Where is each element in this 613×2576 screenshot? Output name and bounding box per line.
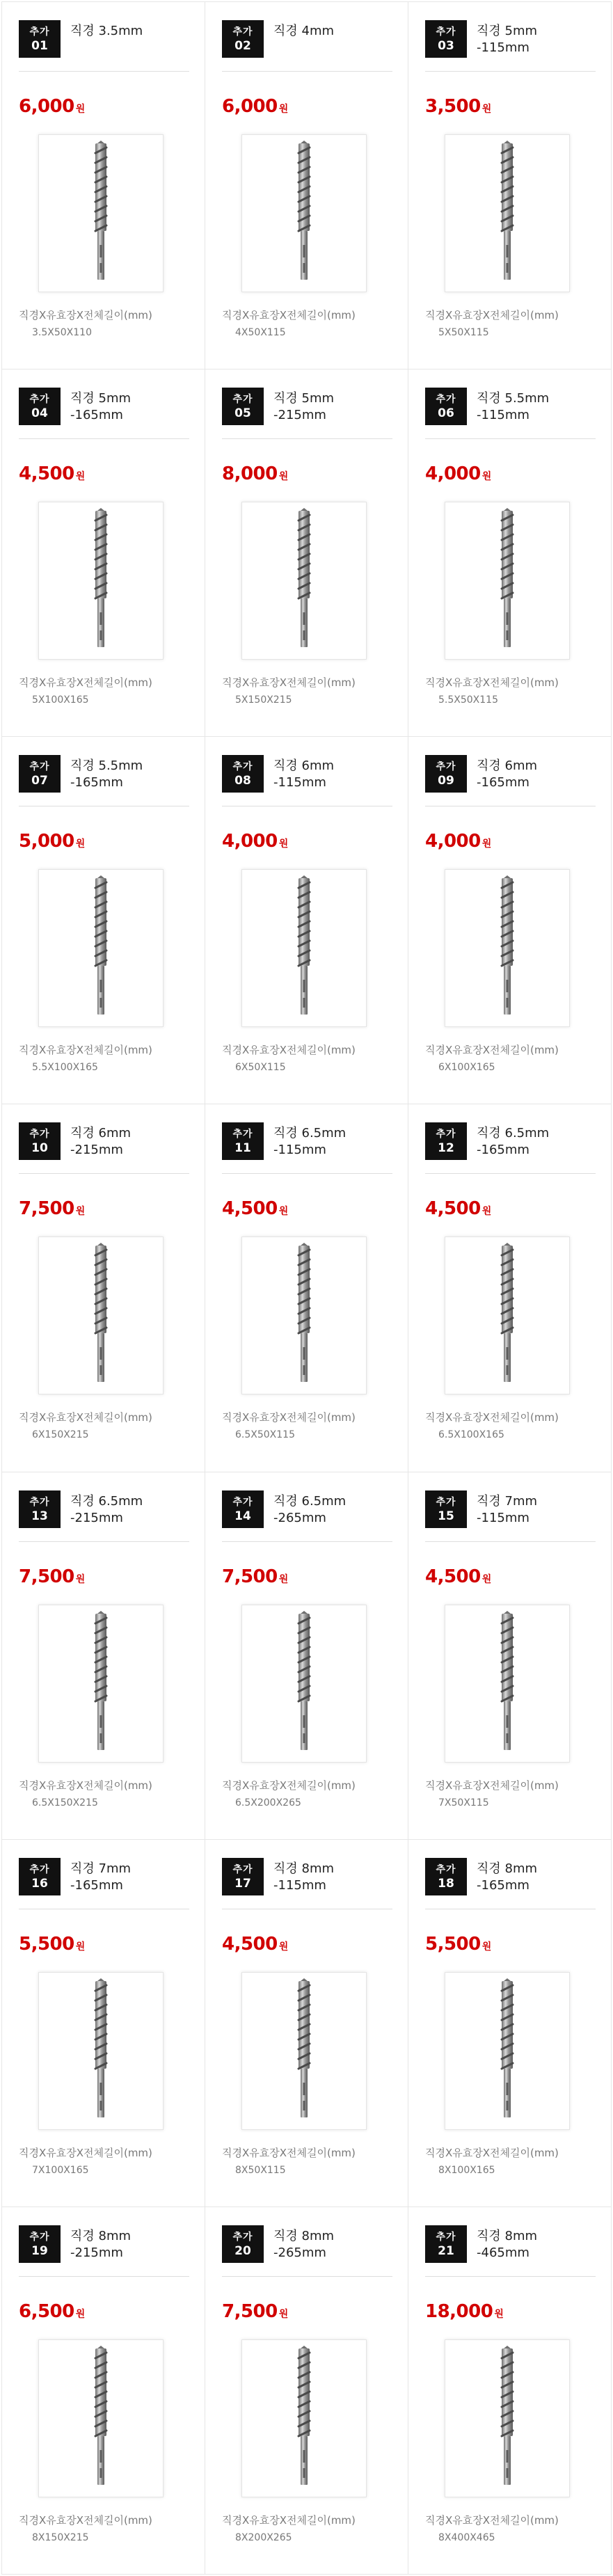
drill-bit-icon <box>445 1973 569 2129</box>
item-title: 직경 7mm -165mm <box>70 1861 132 1893</box>
item-title: 직경 6.5mm -215mm <box>70 1493 143 1525</box>
product-card[interactable] <box>2 1104 205 1472</box>
divider <box>19 2276 189 2277</box>
badge-prefix: 추가 <box>232 1129 253 1140</box>
spec-value: 5X50X115 <box>438 327 489 338</box>
divider <box>222 1541 392 1542</box>
item-badge <box>222 20 264 58</box>
divider <box>19 1541 189 1542</box>
item-price <box>222 2300 288 2325</box>
currency-unit: 원 <box>75 1206 85 1218</box>
spec-value: 6X100X165 <box>438 1062 495 1074</box>
product-card[interactable] <box>205 1104 408 1472</box>
item-title: 직경 4mm <box>273 24 335 38</box>
drill-bit-icon <box>39 502 163 659</box>
currency-unit: 원 <box>481 1206 491 1218</box>
badge-number: 21 <box>438 2243 454 2258</box>
price-value: 4,000 <box>425 463 481 485</box>
product-card[interactable] <box>205 369 408 737</box>
item-price <box>19 1198 85 1223</box>
badge-number: 18 <box>438 1876 454 1891</box>
item-price <box>19 463 85 488</box>
badge-prefix: 추가 <box>436 26 456 38</box>
spec-value: 5X100X165 <box>32 694 89 706</box>
item-badge <box>425 2225 467 2263</box>
product-card[interactable] <box>408 369 612 737</box>
price-value: 4,000 <box>222 831 278 852</box>
divider <box>19 71 189 72</box>
drill-bit-icon <box>242 2340 366 2497</box>
spec-value: 8X400X465 <box>438 2531 495 2543</box>
drill-bit-icon <box>445 870 569 1026</box>
price-value: 6,500 <box>19 2300 74 2322</box>
item-price <box>425 95 491 120</box>
badge-prefix: 추가 <box>232 394 253 406</box>
spec-value: 3.5X50X110 <box>32 327 92 338</box>
spec-label: 직경X유효장X전체길이(mm) <box>19 309 152 321</box>
drill-bit-image[interactable] <box>38 869 164 1027</box>
item-price <box>222 830 288 855</box>
price-value: 5,500 <box>19 1933 74 1955</box>
divider <box>425 1173 596 1174</box>
badge-number: 14 <box>234 1509 251 1523</box>
item-title: 직경 6mm -115mm <box>273 758 335 790</box>
badge-prefix: 추가 <box>29 1496 50 1508</box>
product-card[interactable] <box>2 369 205 737</box>
badge-number: 04 <box>31 406 48 421</box>
currency-unit: 원 <box>75 2308 85 2320</box>
currency-unit: 원 <box>75 838 85 850</box>
product-grid <box>1 1 612 2575</box>
item-title: 직경 5mm -215mm <box>273 391 335 423</box>
badge-number: 09 <box>438 774 454 788</box>
currency-unit: 원 <box>75 1573 85 1585</box>
badge-number: 16 <box>31 1876 48 1891</box>
price-value: 5,500 <box>425 1933 481 1955</box>
currency-unit: 원 <box>481 471 491 483</box>
badge-prefix: 추가 <box>436 394 456 406</box>
divider <box>222 2276 392 2277</box>
badge-prefix: 추가 <box>29 2231 50 2243</box>
product-card[interactable] <box>408 1104 612 1472</box>
drill-bit-image[interactable] <box>445 1605 570 1763</box>
currency-unit: 원 <box>278 471 288 483</box>
item-title: 직경 3.5mm <box>70 24 143 38</box>
spec-label: 직경X유효장X전체길이(mm) <box>222 2513 356 2527</box>
spec-label: 직경X유효장X전체길이(mm) <box>425 309 559 321</box>
badge-number: 01 <box>31 39 48 53</box>
spec-value: 5.5X100X165 <box>32 1062 98 1074</box>
spec-value: 7X100X165 <box>32 2164 89 2176</box>
spec-label: 직경X유효장X전체길이(mm) <box>425 1411 559 1424</box>
drill-bit-icon <box>445 2340 569 2497</box>
item-price <box>19 95 85 120</box>
item-badge <box>222 1858 264 1895</box>
item-title: 직경 6.5mm -115mm <box>273 1126 347 1158</box>
price-value: 7,500 <box>222 1566 278 1587</box>
price-value: 7,500 <box>19 1198 74 1220</box>
badge-number: 02 <box>234 39 251 53</box>
spec-label: 직경X유효장X전체길이(mm) <box>19 2146 152 2159</box>
badge-prefix: 추가 <box>232 1863 253 1875</box>
item-price <box>19 830 85 855</box>
price-value: 4,500 <box>19 463 74 485</box>
spec-label: 직경X유효장X전체길이(mm) <box>19 1411 152 1424</box>
drill-bit-icon <box>39 1237 163 1394</box>
product-card[interactable] <box>408 1840 612 2207</box>
spec-label: 직경X유효장X전체길이(mm) <box>222 1779 356 1792</box>
badge-prefix: 추가 <box>232 761 253 773</box>
currency-unit: 원 <box>75 104 85 115</box>
currency-unit: 원 <box>75 471 85 483</box>
badge-prefix: 추가 <box>436 2231 456 2243</box>
product-card[interactable] <box>205 1840 408 2207</box>
badge-prefix: 추가 <box>436 1863 456 1875</box>
badge-number: 10 <box>31 1141 48 1156</box>
spec-value: 5.5X50X115 <box>438 694 498 706</box>
item-badge <box>19 1490 61 1528</box>
currency-unit: 원 <box>278 2308 288 2320</box>
price-value: 6,000 <box>222 96 278 117</box>
drill-bit-icon <box>242 1237 366 1394</box>
drill-bit-image[interactable] <box>241 502 367 660</box>
badge-prefix: 추가 <box>232 26 253 38</box>
currency-unit: 원 <box>494 2308 504 2320</box>
product-card[interactable] <box>2 1840 205 2207</box>
spec-label: 직경X유효장X전체길이(mm) <box>19 676 152 690</box>
spec-label: 직경X유효장X전체길이(mm) <box>425 1779 559 1792</box>
item-title: 직경 5mm -165mm <box>70 391 132 423</box>
spec-value: 8X200X265 <box>235 2531 292 2543</box>
item-title: 직경 5.5mm -115mm <box>477 391 550 423</box>
product-card[interactable] <box>2 1472 205 1840</box>
item-price <box>425 463 491 488</box>
spec-value: 8X100X165 <box>438 2164 495 2176</box>
badge-prefix: 추가 <box>232 2231 253 2243</box>
spec-value: 6.5X200X265 <box>235 1797 301 1808</box>
badge-number: 17 <box>234 1876 251 1891</box>
currency-unit: 원 <box>278 1206 288 1218</box>
price-value: 5,000 <box>19 831 74 852</box>
item-badge <box>222 1490 264 1528</box>
spec-value: 7X50X115 <box>438 1797 489 1808</box>
item-badge <box>19 755 61 793</box>
spec-value: 6.5X150X215 <box>32 1797 98 1808</box>
spec-label: 직경X유효장X전체길이(mm) <box>222 676 356 690</box>
divider <box>222 438 392 439</box>
item-price <box>222 1566 288 1591</box>
divider <box>425 1541 596 1542</box>
item-price <box>425 830 491 855</box>
spec-label: 직경X유효장X전체길이(mm) <box>425 2513 559 2527</box>
badge-prefix: 추가 <box>29 26 50 38</box>
divider <box>19 438 189 439</box>
item-badge <box>425 1490 467 1528</box>
drill-bit-image[interactable] <box>445 2339 570 2497</box>
price-value: 4,000 <box>425 831 481 852</box>
drill-bit-image[interactable] <box>241 1605 367 1763</box>
item-badge <box>19 388 61 425</box>
item-badge <box>19 1858 61 1895</box>
drill-bit-icon <box>242 502 366 659</box>
badge-prefix: 추가 <box>29 394 50 406</box>
spec-value: 6.5X100X165 <box>438 1429 504 1441</box>
product-card[interactable] <box>2 2207 205 2575</box>
spec-label: 직경X유효장X전체길이(mm) <box>425 1044 559 1057</box>
badge-prefix: 추가 <box>232 1496 253 1508</box>
badge-prefix: 추가 <box>29 761 50 773</box>
item-badge <box>425 755 467 793</box>
price-value: 7,500 <box>222 2300 278 2322</box>
item-price <box>425 2300 503 2325</box>
item-title: 직경 6mm -215mm <box>70 1126 132 1158</box>
spec-label: 직경X유효장X전체길이(mm) <box>222 1044 356 1057</box>
drill-bit-image[interactable] <box>241 869 367 1027</box>
price-value: 4,500 <box>425 1566 481 1587</box>
currency-unit: 원 <box>278 1573 288 1585</box>
product-card[interactable] <box>2 2 205 369</box>
badge-number: 11 <box>234 1141 251 1156</box>
spec-label: 직경X유효장X전체길이(mm) <box>425 2146 559 2159</box>
badge-prefix: 추가 <box>436 1496 456 1508</box>
product-card[interactable] <box>408 737 612 1104</box>
item-badge <box>19 2225 61 2263</box>
item-price <box>222 95 288 120</box>
item-badge <box>222 2225 264 2263</box>
drill-bit-icon <box>39 1973 163 2129</box>
price-value: 18,000 <box>425 2300 493 2322</box>
drill-bit-icon <box>242 1973 366 2129</box>
spec-value: 8X50X115 <box>235 2164 286 2176</box>
item-title: 직경 8mm -165mm <box>477 1861 538 1893</box>
product-card[interactable] <box>205 737 408 1104</box>
item-badge <box>425 1858 467 1895</box>
divider <box>222 1173 392 1174</box>
badge-prefix: 추가 <box>29 1863 50 1875</box>
badge-number: 12 <box>438 1141 454 1156</box>
spec-label: 직경X유효장X전체길이(mm) <box>19 2513 152 2527</box>
spec-value: 6X50X115 <box>235 1062 286 1074</box>
item-price <box>19 2300 85 2325</box>
drill-bit-image[interactable] <box>38 1972 164 2130</box>
product-card[interactable] <box>408 2 612 369</box>
spec-value: 5X150X215 <box>235 694 292 706</box>
product-card[interactable] <box>2 737 205 1104</box>
spec-label: 직경X유효장X전체길이(mm) <box>425 676 559 690</box>
currency-unit: 원 <box>481 838 491 850</box>
badge-prefix: 추가 <box>29 1129 50 1140</box>
drill-bit-image[interactable] <box>445 502 570 660</box>
price-value: 8,000 <box>222 463 278 485</box>
product-card[interactable] <box>205 2207 408 2575</box>
drill-bit-image[interactable] <box>445 1237 570 1394</box>
drill-bit-image[interactable] <box>241 2339 367 2497</box>
product-card[interactable] <box>408 2207 612 2575</box>
item-title: 직경 6mm -165mm <box>477 758 538 790</box>
spec-value: 6X150X215 <box>32 1429 89 1441</box>
drill-bit-image[interactable] <box>38 1605 164 1763</box>
price-value: 6,000 <box>19 96 74 117</box>
currency-unit: 원 <box>278 1941 288 1953</box>
item-title: 직경 5mm -115mm <box>477 24 538 55</box>
item-badge <box>19 1122 61 1160</box>
currency-unit: 원 <box>278 104 288 115</box>
drill-bit-icon <box>39 2340 163 2497</box>
item-title: 직경 6.5mm -265mm <box>273 1493 347 1525</box>
drill-bit-image[interactable] <box>38 1237 164 1394</box>
badge-number: 08 <box>234 774 251 788</box>
drill-bit-image[interactable] <box>38 2339 164 2497</box>
drill-bit-icon <box>242 135 366 292</box>
drill-bit-image[interactable] <box>445 1972 570 2130</box>
drill-bit-icon <box>445 135 569 292</box>
badge-number: 03 <box>438 39 454 53</box>
item-title: 직경 8mm -115mm <box>273 1861 335 1893</box>
item-title: 직경 6.5mm -165mm <box>477 1126 550 1158</box>
item-price <box>19 1933 85 1958</box>
spec-value: 4X50X115 <box>235 327 286 338</box>
divider <box>222 71 392 72</box>
spec-value: 6.5X50X115 <box>235 1429 295 1441</box>
currency-unit: 원 <box>278 838 288 850</box>
drill-bit-icon <box>242 1605 366 1762</box>
price-value: 4,500 <box>222 1198 278 1220</box>
product-card[interactable] <box>408 1472 612 1840</box>
item-badge <box>19 20 61 58</box>
price-value: 4,500 <box>425 1198 481 1220</box>
item-price <box>19 1566 85 1591</box>
item-badge <box>425 1122 467 1160</box>
drill-bit-image[interactable] <box>445 869 570 1027</box>
drill-bit-icon <box>39 1605 163 1762</box>
spec-label: 직경X유효장X전체길이(mm) <box>19 1779 152 1792</box>
currency-unit: 원 <box>481 1941 491 1953</box>
badge-number: 05 <box>234 406 251 421</box>
item-price <box>222 463 288 488</box>
badge-number: 19 <box>31 2243 48 2258</box>
item-badge <box>222 1122 264 1160</box>
price-value: 7,500 <box>19 1566 74 1587</box>
spec-label: 직경X유효장X전체길이(mm) <box>222 309 356 321</box>
drill-bit-icon <box>445 1237 569 1394</box>
badge-number: 06 <box>438 406 454 421</box>
item-title: 직경 7mm -115mm <box>477 1493 538 1525</box>
spec-label: 직경X유효장X전체길이(mm) <box>222 2146 356 2159</box>
item-badge <box>222 755 264 793</box>
item-price <box>222 1933 288 1958</box>
drill-bit-image[interactable] <box>38 502 164 660</box>
price-value: 4,500 <box>222 1933 278 1955</box>
drill-bit-image[interactable] <box>445 134 570 292</box>
spec-label: 직경X유효장X전체길이(mm) <box>222 1411 356 1424</box>
drill-bit-image[interactable] <box>241 134 367 292</box>
product-card[interactable] <box>205 2 408 369</box>
divider <box>19 1173 189 1174</box>
currency-unit: 원 <box>481 1573 491 1585</box>
item-badge <box>222 388 264 425</box>
item-title: 직경 5.5mm -165mm <box>70 758 143 790</box>
drill-bit-icon <box>39 135 163 292</box>
drill-bit-image[interactable] <box>38 134 164 292</box>
spec-value: 8X150X215 <box>32 2531 89 2543</box>
badge-number: 07 <box>31 774 48 788</box>
item-price <box>425 1566 491 1591</box>
item-badge <box>425 20 467 58</box>
badge-number: 20 <box>234 2243 251 2258</box>
drill-bit-image[interactable] <box>241 1972 367 2130</box>
product-card[interactable] <box>205 1472 408 1840</box>
drill-bit-image[interactable] <box>241 1237 367 1394</box>
badge-prefix: 추가 <box>436 761 456 773</box>
item-price <box>425 1933 491 1958</box>
drill-bit-icon <box>39 870 163 1026</box>
badge-prefix: 추가 <box>436 1129 456 1140</box>
badge-number: 13 <box>31 1509 48 1523</box>
spec-label: 직경X유효장X전체길이(mm) <box>19 1044 152 1057</box>
divider <box>425 2276 596 2277</box>
drill-bit-icon <box>242 870 366 1026</box>
item-title: 직경 8mm -265mm <box>273 2228 335 2260</box>
divider <box>425 71 596 72</box>
drill-bit-icon <box>445 502 569 659</box>
currency-unit: 원 <box>75 1941 85 1953</box>
item-title: 직경 8mm -465mm <box>477 2228 538 2260</box>
currency-unit: 원 <box>481 104 491 115</box>
item-price <box>425 1198 491 1223</box>
divider <box>425 438 596 439</box>
badge-number: 15 <box>438 1509 454 1523</box>
item-price <box>222 1198 288 1223</box>
item-title: 직경 8mm -215mm <box>70 2228 132 2260</box>
price-value: 3,500 <box>425 96 481 117</box>
drill-bit-icon <box>445 1605 569 1762</box>
item-badge <box>425 388 467 425</box>
